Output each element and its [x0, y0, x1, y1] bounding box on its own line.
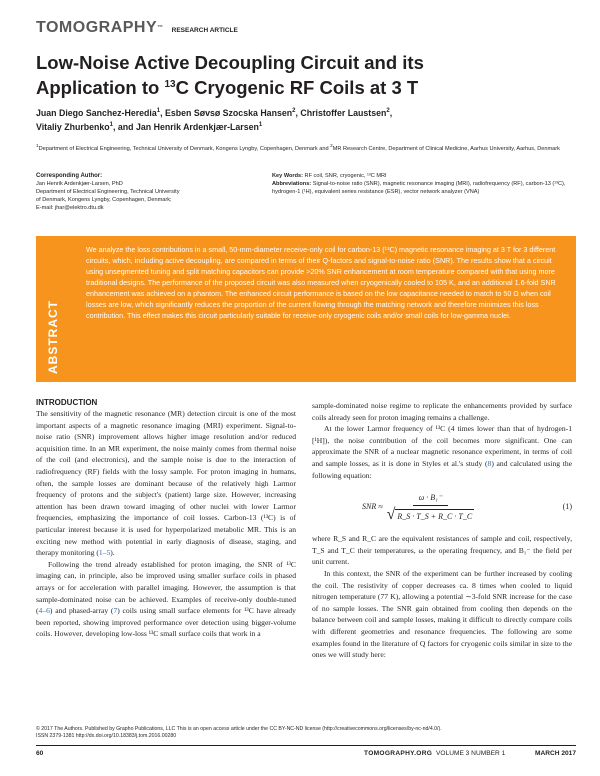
keywords-block: Key Words: RF coil, SNR, cryogenic, ¹³C MRI Abbreviations: Signal-to-noise ratio (SNR), magnetic resonance imaging (MRI), radiofrequency (RF), carbon-13 (¹³C), hydrogen-1 (¹H), equivalent series resistance (ESR), vector network analyzer (VNA) [272, 173, 566, 195]
affiliations: $^1$Department of Electrical Engineering, Technical University of Denmark, Kongens Lyngby, Copenhagen, Denmark and $^2$MR Research Centre, Department of Clinical Medicine, Aarhus University, Aarhus, Denmark [36, 143, 560, 152]
corresponding-heading: Corresponding Author: [36, 173, 103, 179]
right-column [312, 400, 572, 661]
intro-paragraph-1: The sensitivity of the magnetic resonance (MR) detection circuit is one of the most important aspects of a magnetic resonance imaging (MRI) experiment. Signal-to-noise ratio (SNR) improvement allows higher image resolution and/or reduced acquisition time. In an MR experiment, the noise mainly comes from thermal noise of the coil (and electronics), and the sample noise is due to the interaction of radiofrequency (RF) fields with the lossy sample. For proton imaging in humans, often, the sample losses are dominant because of the relatively high Larmor frequency of protons and the subject's (patient) large size. However, increasing attention has been drawn toward imaging of other nuclei with lower Larmor frequencies, emphasizing the importance of coil losses. Carbon-13 (¹³C) is of particular interest because it is used for hyperpolarized metabolic MR. This is an exciting new method with potential in early diagnosis of disease, staging, and therapy monitoring (1–5). [36, 409, 296, 558]
right-paragraph-1: sample-dominated noise regime to replicate the enhancements provided by surface coils already seen for proton imaging remains a challenge. [312, 401, 572, 422]
page-header [36, 14, 238, 36]
author-list: Juan Diego Sanchez-Heredia$^1$, Esben Søvsø Szocska Hansen$^2$, Christoffer Laustsen$^2$, Vitaliy Zhurbenko$^1$, and Jan Henrik Ardenkjær-Larsen$^1$ [36, 107, 393, 132]
equation-numerator: ω · B₁⁻ [413, 492, 449, 507]
reference-link[interactable]: 7 [113, 606, 118, 616]
equation-number: (1) [562, 502, 572, 512]
license-note: © 2017 The Authors. Published by Grapho Publications, LLC This is an open access article under the CC BY-NC-ND license (http://creativecommons.org/licenses/by-nc-nd/4.0/). ISSN 2379-1381 http://dx.doi.org/10.18383/j.tom.2016.00280 [36, 726, 442, 739]
footer-divider [36, 745, 576, 746]
right-paragraph-3: where R_S and R_C are the equivalent resistances of sample and coil, respectively, T_S and T_C their temperatures, ω the operating frequency, and B₁⁻ the field per unit current. [312, 534, 572, 567]
issue-date: MARCH 2017 [534, 750, 576, 757]
left-column [36, 397, 296, 640]
email-link[interactable]: E-mail: jhar@elektro.dtu.dk [36, 205, 104, 211]
sqrt-icon: √ [386, 506, 396, 524]
article-title: Low-Noise Active Decoupling Circuit and its Application to $^{13}$C Cryogenic RF Coils at 3 T [36, 52, 424, 99]
equation-denominator: √ R_S · T_S + R_C · T_C [386, 506, 473, 524]
abstract-box [36, 236, 576, 382]
equation-1 [312, 485, 572, 529]
equation-fraction [387, 492, 475, 523]
intro-paragraph-2: Following the trend already established for proton imaging, the SNR of ¹³C imaging can, in principle, also be improved using smaller surface coils in phased arrays or for acceleration with parallel imaging. However, the assumption is that sample-dominated noise can be achieved. Examples of receive-only double-tuned (4–6) and phased-array (7) coils using small surface elements for ¹³C have already been reported, showing improved performance over detection using bigger-volume coils. However, developing low-loss ¹³C small surface coils that work in a [36, 559, 296, 639]
journal-logo: TOMOGRAPHY™ [36, 19, 164, 36]
introduction-heading: INTRODUCTION [36, 398, 98, 407]
volume-info: VOLUME 3 NUMBER 1 [436, 750, 506, 757]
reference-link[interactable]: 8 [487, 458, 492, 468]
abstract-label: ABSTRACT [46, 300, 60, 374]
reference-link[interactable]: 4–6 [38, 606, 50, 616]
abstract-text: We analyze the loss contributions in a small, 50-mm-diameter receive-only coil for carbon-13 (¹³C) magnetic resonance imaging at 3 T for 3 different circuits, which, including active decoupling, are compared in terms of their Q-factors and signal-to-noise ratio (SNR). The results show that a circuit using unsegmented tuning and split matching capacitors can provide >20% SNR enhancement at room temperature compared with that using more traditional designs. The performance of the proposed circuit was also measured when cryogenically cooled to 105 K, and an additional 1.6-fold SNR enhancement was achieved on a phantom. The enhanced circuit performance is based on the low capacitance needed to match to 50 Ω when coil losses are low, which significantly reduces the proportion of the current flowing through the matching network and therefore minimizes this loss contribution. This effect makes this circuit particularly suitable for receive-only cryogenic coils and/or small coils for low-gamma nuclei. [86, 245, 556, 320]
equation-lhs: SNR ≈ [362, 502, 383, 512]
right-paragraph-4: In this context, the SNR of the experiment can be further increased by cooling the coil. The resistivity of copper decreases ca. 8 times when cooled to liquid nitrogen temperature (77 K), allowing a potential ∼3-fold SNR increase for the case of no sample losses. The SNR gain obtained from cooling then depends on the balance between coil and sample losses, making it difficult to directly compare coils with different geometries and resonance frequencies. The following are some examples found in the literature of Q factors for cryogenic coils similar in size to the ones we will study here: [312, 568, 572, 660]
article-type: RESEARCH ARTICLE [171, 27, 238, 34]
right-paragraph-2: At the lower Larmor frequency of ¹³C (4 times lower than that of hydrogen-1 [¹H]), the noise contribution of the coil becomes more significant. One can approximate the SNR of a nuclear magnetic resonance experiment, in terms of coil and sample losses, as it is done in Styles et al.'s study (8) and calculated using the following equation: [312, 424, 572, 480]
reference-link[interactable]: 1–5 [98, 548, 111, 558]
page-number: 60 [36, 750, 44, 757]
corresponding-author: Corresponding Author: Jan Henrik Ardenkjær-Larsen, PhD Department of Electrical Engineering, Technical University of Denmark, Kongens Lyngby, Copenhagen, Denmark; E-mail: jhar@elektro.dtu.dk [36, 172, 256, 212]
journal-url[interactable]: TOMOGRAPHY.ORG [364, 750, 433, 757]
